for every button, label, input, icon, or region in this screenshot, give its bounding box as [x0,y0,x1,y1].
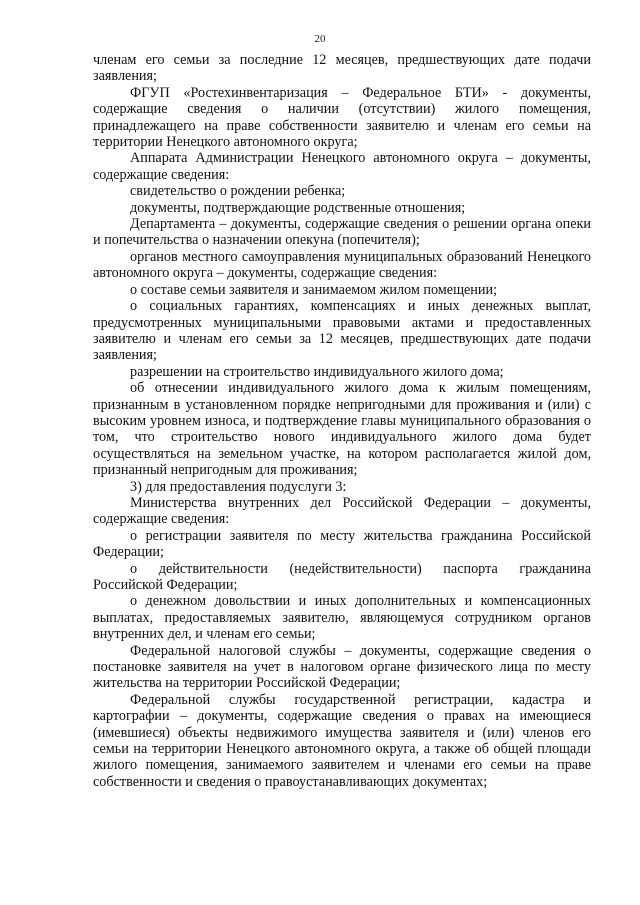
document-body [93,52,591,790]
paragraph: Федеральной службы государственной регистрации, кадастра и картографии – документы, содержащие сведения о правах на имеющиеся (имевшиеся) объекты недвижимого имущества заявителя и (или) членов его семьи на территории Ненецкого автономного округа, а также об общей площади жилого помещения, занимаемого заявителем и членами его семьи на праве собственности и сведения о правоустанавливающих документах; [93,691,591,790]
paragraph: о действительности (недействительности) паспорта гражданина Российской Федерации; [93,560,591,593]
paragraph: Департамента – документы, содержащие сведения о решении органа опеки и попечительства о назначении опекуна (попечителя); [93,216,591,249]
paragraph: о регистрации заявителя по месту жительства гражданина Российской Федерации; [93,527,591,561]
paragraph: свидетельство о рождении ребенка; [130,183,346,200]
paragraph: о социальных гарантиях, компенсациях и иных денежных выплат, предусмотренных муниципальными правовыми актами и предоставленных заявителю и членам его семьи за 12 месяцев, предшествующих дате подачи заявления; [93,298,591,364]
paragraph: органов местного самоуправления муниципальных образований Ненецкого автономного округа – документы, содержащие сведения: [93,248,591,282]
paragraph: разрешении на строительство индивидуального жилого дома; [130,363,504,380]
paragraph: документы, подтверждающие родственные отношения; [130,199,466,216]
paragraph: Аппарата Администрации Ненецкого автономного округа – документы, содержащие сведения: [93,150,591,183]
paragraph: ФГУП «Ростехинвентаризация – Федеральное БТИ» - документы, содержащие сведения о наличии (отсутствии) жилого помещения, принадлежащего на праве собственности заявителю и членам его семьи на территории Ненецкого автономного округа; [93,84,591,151]
paragraph: о денежном довольствии и иных дополнительных и компенсационных выплатах, предоставляемых заявителю, являющемуся сотрудником органов внутренних дел, и членам его семьи; [93,593,591,643]
paragraph: Федеральной налоговой службы – документы, содержащие сведения о постановке заявителя на учет в налоговом органе физического лица по месту жительства на территории Российской Федерации; [93,642,591,692]
page-number: 20 [314,33,326,45]
paragraph: Министерства внутренних дел Российской Федерации – документы, содержащие сведения: [93,494,591,528]
paragraph: о составе семьи заявителя и занимаемом жилом помещении; [130,281,498,298]
paragraph: 3) для предоставления подуслуги 3: [130,478,347,495]
paragraph: об отнесении индивидуального жилого дома к жилым помещениям, признанным в установленном порядке непригодными для проживания и (или) с высоким уровнем износа, и подтверждение главы муниципального образования о том, что строительство нового индивидуального жилого дома будет осуществляться на земельном участке, на котором располагается жилой дом, признанный непригодным для проживания; [93,380,591,479]
paragraph: членам его семьи за последние 12 месяцев, предшествующих дате подачи заявления; [93,52,591,85]
